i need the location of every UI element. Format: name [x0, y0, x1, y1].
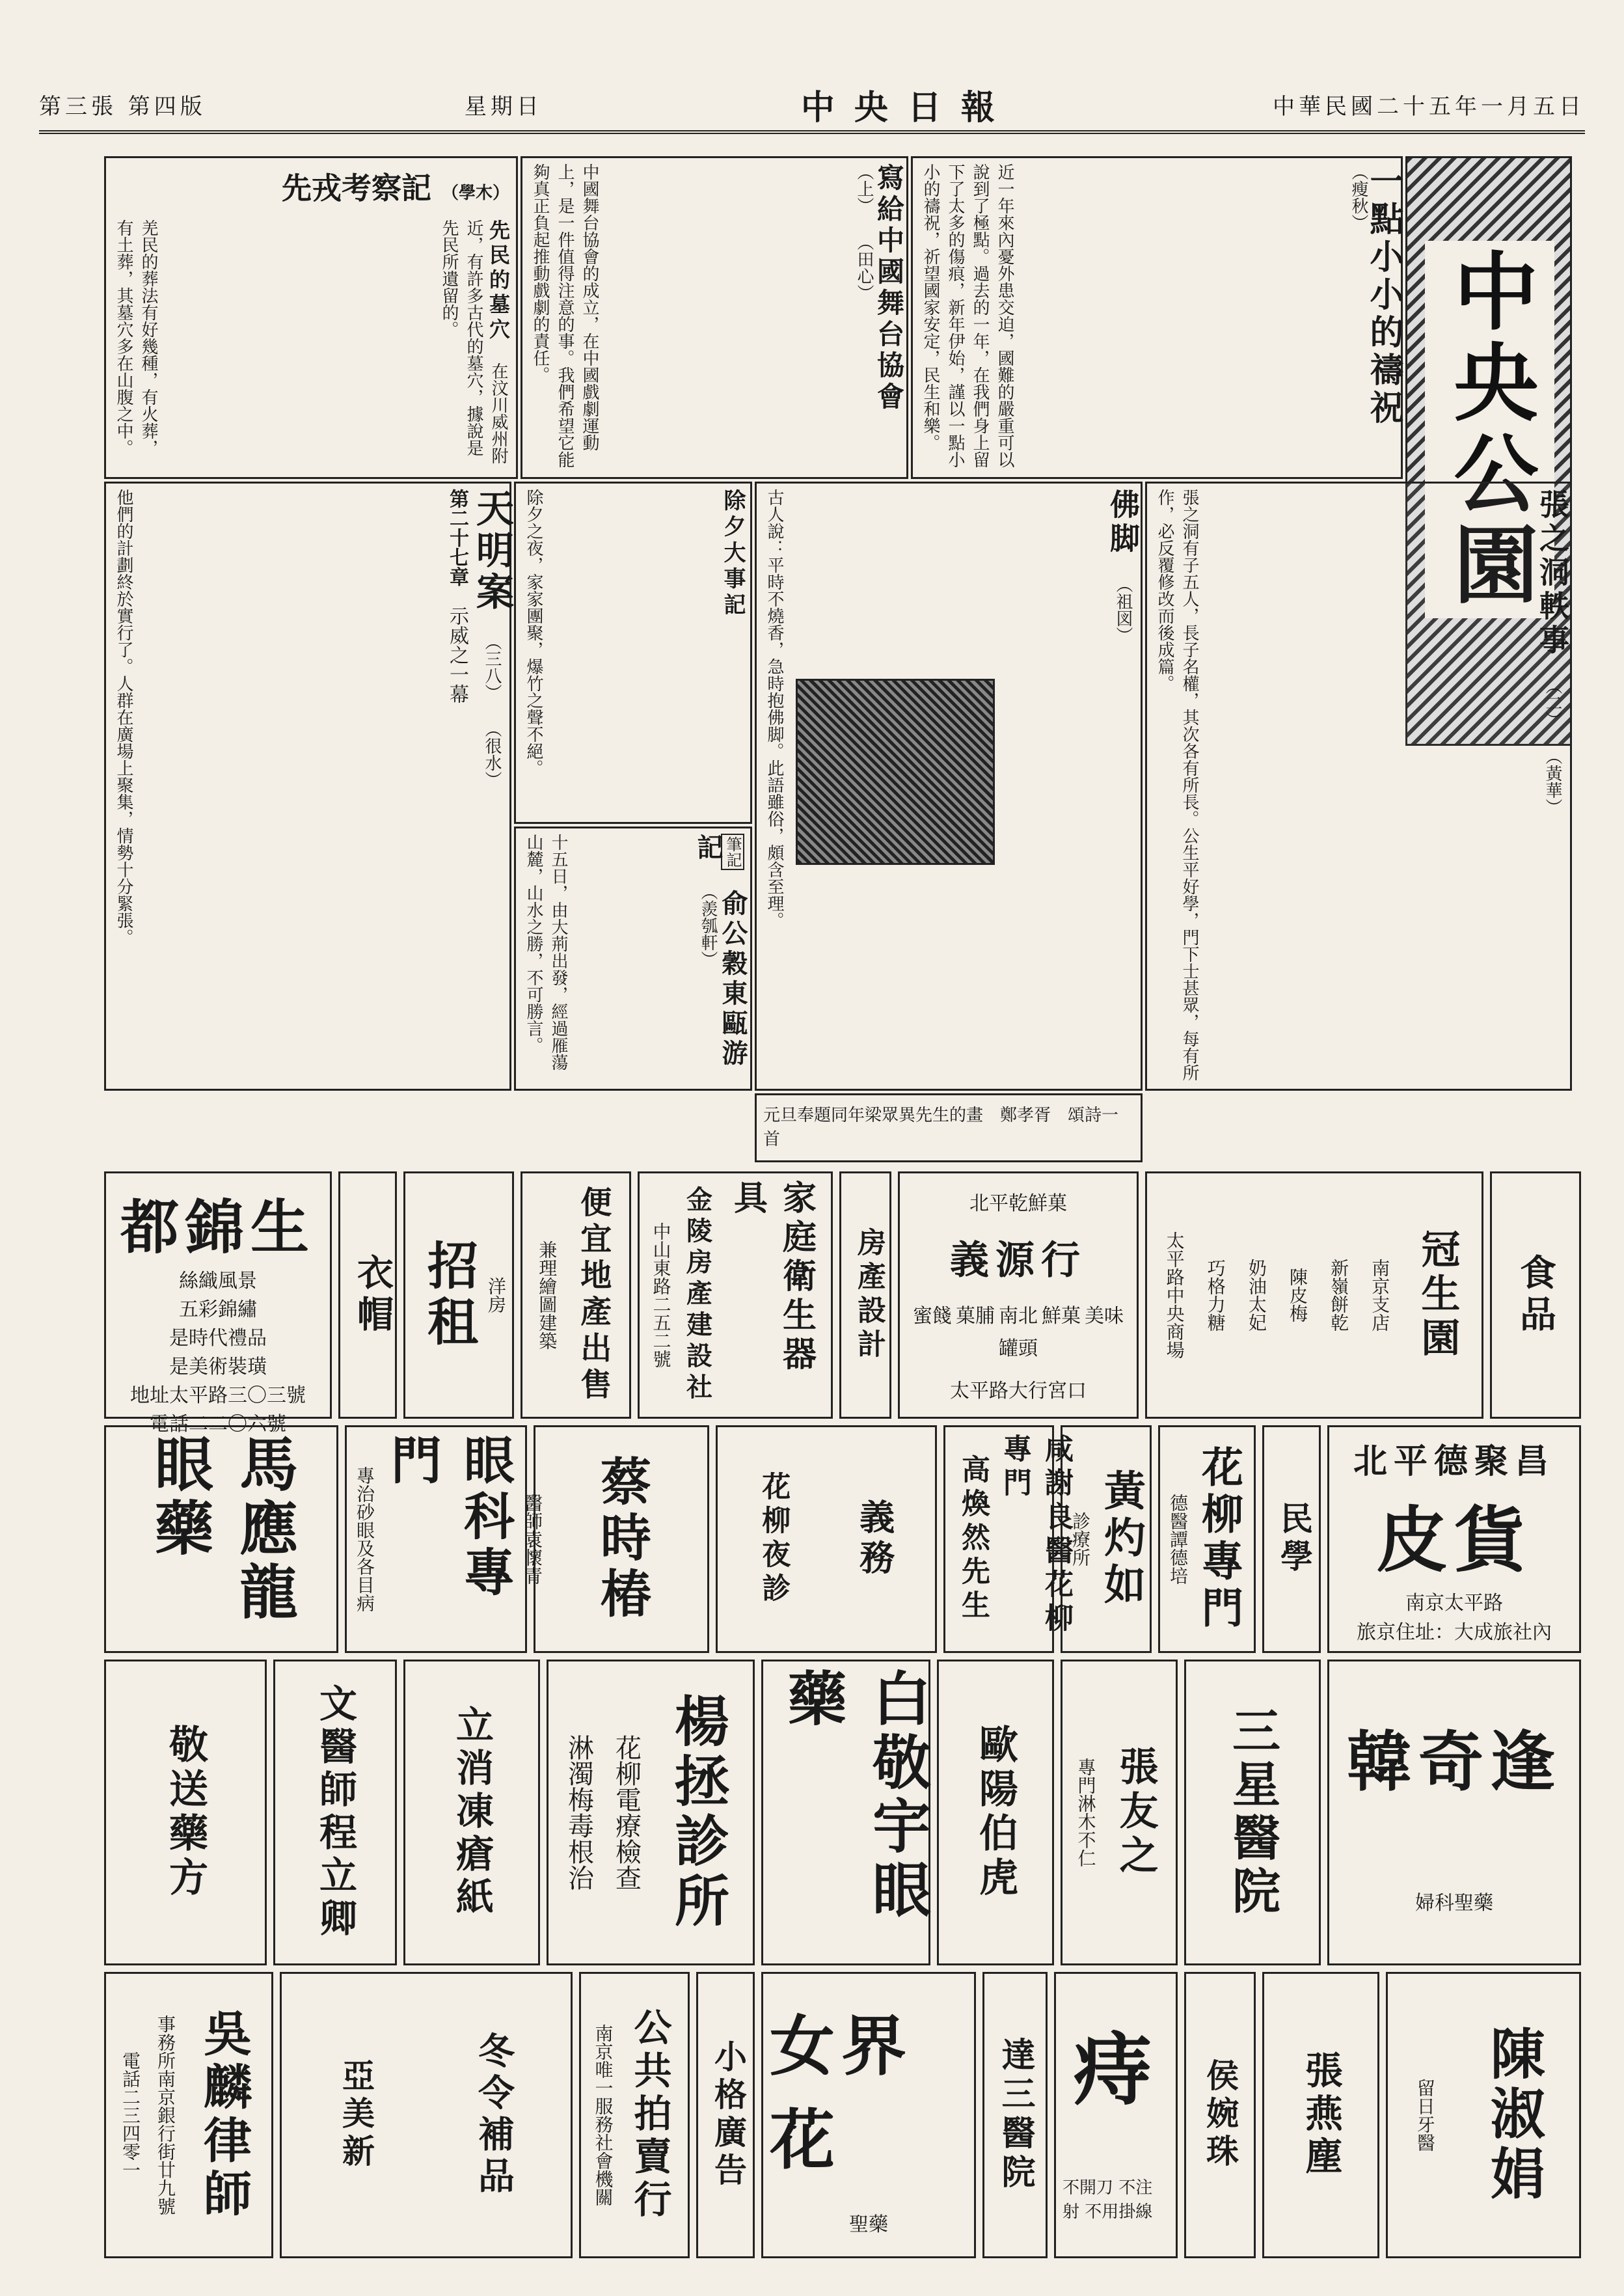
article-title: 寫給中國舞台協會: [873, 163, 905, 413]
ad-meiling: 冬令補品 亞美新: [280, 1972, 573, 2258]
ad-yimao: 衣帽: [338, 1171, 397, 1419]
ad-xian: 咸謝良醫花柳專門 高煥然先生: [943, 1425, 1054, 1653]
ad-huang: 黃灼如 診療所: [1061, 1425, 1152, 1653]
article-title: 先戎考察記: [281, 171, 431, 206]
article-title: 佛脚: [1105, 489, 1141, 556]
article-author: （瘦秋）: [1349, 163, 1368, 231]
ad-ou: 歐陽伯虎: [937, 1660, 1054, 1965]
article-part: （二）: [1543, 677, 1562, 728]
ad-zhi: 痔 不開刀 不注射 不用掛線: [1054, 1972, 1178, 2258]
ad-yiyuan: 北平乾鮮菓 義源行 蜜餞 菓脯 南北 鮮菓 美味 罐頭 太平路大行宮口: [898, 1171, 1139, 1419]
article-author: （田心）: [854, 234, 874, 301]
article-author: （很水）: [482, 720, 502, 788]
article-body: 他們的計劃終於實行了。人群在廣場上聚集，情勢十分緊張。: [114, 489, 133, 946]
ad-changju: 北平德聚昌 皮貨 南京太平路 旅京住址：大成旅社內: [1327, 1425, 1581, 1653]
ad-guansheng: 冠生園 南京支店 新嶺餅乾 陳皮梅 奶油太妃 巧格力糖 太平路中央商場: [1145, 1171, 1483, 1419]
article-body: 近一年來內憂外患交迫，國難的嚴重可以說到了極點。過去的一年，在我們身上留下了太多的傷痕，新年伊始，謹以一點小小的禱祝，祈望國家安定，民生和樂。: [921, 163, 1014, 468]
ad-cai: 蔡時椿: [534, 1425, 709, 1653]
page-number: 第三張 第四版: [39, 93, 206, 120]
weekday: 星期日: [464, 93, 543, 120]
ad-shipin: 食品: [1490, 1171, 1581, 1419]
article-title: 俞公穀東甌游記: [693, 834, 748, 1069]
ad-liqing: 立消凍瘡紙: [403, 1660, 540, 1965]
article-part: （三八）: [482, 633, 502, 701]
article-body: 中國舞台協會的成立，在中國戲劇運動上，是一件值得注意的事。我們希望它能夠真正負起推動戲劇的責任。: [530, 163, 599, 468]
ad-zhang-yan: 張燕塵: [1262, 1972, 1379, 2258]
chapter-title: 示威之一幕: [446, 606, 468, 704]
article-poem: [755, 1093, 1143, 1162]
article-tag: 筆記: [721, 834, 744, 870]
article-body: 古人說：平時不燒香，急時抱佛脚。此語雖俗，頗含至理。: [765, 489, 784, 929]
ad-zhaozu: 洋房 招租: [403, 1171, 514, 1419]
ad-dasan: 達三醫院: [982, 1972, 1048, 2258]
paper-name: 中央日報: [800, 87, 1014, 128]
article-body: 十五日，由大荊出發，經過雁蕩山麓，山水之勝，不可勝言。: [524, 834, 568, 1071]
subsection-body: 在汶川威州附近，有許多古代的墓穴，據說是先民所遺留的。: [439, 219, 508, 464]
article-body: 張之洞有子五人，長子名權，其次各有所長。公生平好學，門下士甚眾，每有所作，必反覆修改而後成篇。: [1155, 489, 1199, 1081]
ad-baijing: 白敬宇眼藥: [761, 1660, 930, 1965]
article-prayer: [911, 156, 1403, 479]
article-title: 天明案: [470, 489, 514, 614]
ad-mahou: 馬應龍眼藥: [104, 1425, 338, 1653]
supplement-title: 中央公園: [1425, 241, 1554, 618]
article-body: 羌民的葬法有好幾種，有火葬，有土葬，其墓穴多在山腹之中。: [114, 219, 158, 456]
ad-dujin: 都錦生 絲織風景 五彩錦繡 是時代禮品 是美術裝璜 地址太平路三〇三號 電話二二〇六號: [104, 1171, 332, 1419]
article-dance: [521, 156, 908, 479]
article-travel: [514, 827, 752, 1091]
article-author: （黃華）: [1543, 748, 1562, 815]
article-author: （羨瓠軒）: [698, 883, 718, 968]
ad-hou: 侯婉珠: [1184, 1972, 1256, 2258]
date: 中華民國二十五年一月五日: [1272, 93, 1585, 120]
article-author: （學木）: [441, 184, 509, 203]
newspaper-page: [39, 26, 1585, 2270]
article-tianming: [104, 482, 514, 1091]
ad-ophth: 醫師袁懷青 眼科專門 專治砂眼及各目病: [345, 1425, 527, 1653]
poem-body: 元旦奉題同年梁眾異先生的畫 鄭孝胥 頌詩一首: [763, 1106, 1119, 1149]
article-title: 除夕大事記: [720, 489, 746, 619]
ad-xiaoge: 小格廣告: [696, 1972, 755, 2258]
article-zhang: [1145, 482, 1572, 1091]
ad-zhang-you: 張友之 專門淋木不仁: [1061, 1660, 1178, 1965]
subsection-title: 先民的墓穴: [486, 219, 511, 343]
article-body: 除夕之夜，家家團聚，爆竹之聲不絕。: [524, 489, 543, 776]
article-part: （上）: [854, 163, 874, 214]
ad-min: 民學: [1262, 1425, 1321, 1653]
ad-sanxing: 三星醫院: [1184, 1660, 1321, 1965]
article-title: 張之洞軼事: [1535, 489, 1570, 658]
chapter-number: 第二十七章: [446, 489, 468, 586]
article-foot: [755, 482, 1143, 1091]
article-title: 一點小小的禱祝: [1364, 163, 1403, 428]
ad-gonggong: 公共拍賣行 南京唯一服務社會機關: [579, 1972, 690, 2258]
article-author: （祖図）: [1113, 576, 1133, 644]
ad-yang: 楊拯診所 花柳電療檢查 淋濁梅毒根治: [547, 1660, 755, 1965]
ad-jing: 敬送藥方: [104, 1660, 267, 1965]
ad-huaguo: 花柳專門 德醫譚德培: [1158, 1425, 1256, 1653]
ad-jiating: 家庭衛生器具 金陵房產建設社 中山東路二五二號: [638, 1171, 833, 1419]
ad-chen: 陳淑娟 留日牙醫: [1386, 1972, 1581, 2258]
ad-wu: 吳麟律師 事務所南京銀行街廿九號 電話二三四零一: [104, 1972, 273, 2258]
ad-wenhe: 文醫師程立卿: [273, 1660, 397, 1965]
illustration-photo: [796, 679, 995, 865]
article-newyear: [514, 482, 752, 824]
ad-yiwu: 義務 花柳夜診: [716, 1425, 937, 1653]
masthead: [39, 78, 1585, 134]
ad-nvjie: 女界花 聖藥: [761, 1972, 976, 2258]
ad-bianyi: 便宜地產出售 兼理繪圖建築: [521, 1171, 631, 1419]
article-kaocha: [104, 156, 518, 479]
ad-fangchan: 房產設計: [839, 1171, 891, 1419]
ad-hanqi: 韓奇逢 婦科聖藥: [1327, 1660, 1581, 1965]
